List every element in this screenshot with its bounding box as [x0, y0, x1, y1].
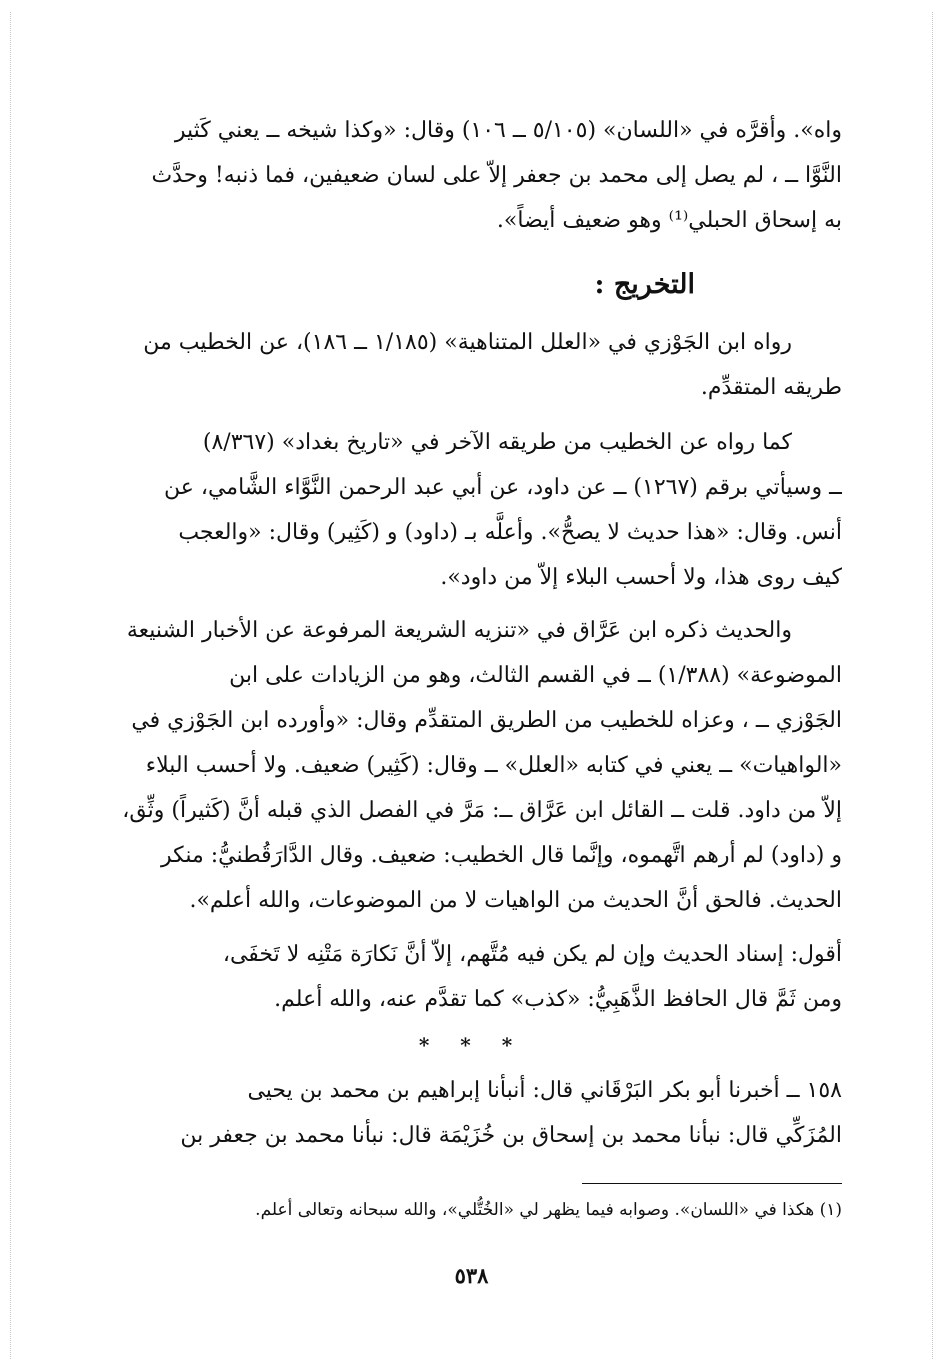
paragraph-quote-continuation	[92, 108, 842, 243]
page-number: ٥٣٨	[454, 1263, 489, 1288]
paragraph-takhrij-1	[92, 320, 842, 410]
footnote-rule	[582, 1183, 842, 1184]
paragraph-ibn-arraq	[92, 608, 842, 923]
text-line: النَّوَّا ــ ، لم يصل إلى محمد بن جعفر إلاّ على لسان ضعيفين، فما ذنبه! وحدَّث	[151, 163, 842, 188]
paragraph-author-comment	[92, 932, 842, 1022]
text-line: ــ وسيأتي برقم (١٢٦٧) ــ عن داود، عن أبي عبد الرحمن النَّوَّاء الشَّامي، عن	[163, 475, 842, 500]
text-line: أنس. وقال: «هذا حديث لا يصحُّ». وأعلَّه بـ (داود) و (كَثِير) وقال: «والعجب	[178, 520, 842, 545]
text-line: رواه ابن الجَوْزي في «العلل المتناهية» (١/١٨٥ ــ ١٨٦)، عن الخطيب من	[143, 330, 792, 355]
paragraph-hadith-158	[92, 1068, 842, 1158]
text-line: الموضوعة» (١/٣٨٨) ــ في القسم الثالث، وهو من الزيادات على ابن	[229, 663, 842, 688]
text-line: «الواهيات» ــ يعني في كتابه «العلل» ــ وقال: (كَثِير) ضعيف. ولا أحسب البلاء	[145, 753, 842, 778]
text-line: و (داود) لم أرهم اتَّهموه، وإنَّما قال الخطيب: ضعيف. وقال الدَّارَقُطنيُّ: منكر	[161, 843, 842, 868]
text-line: أقول: إسناد الحديث وإن لم يكن فيه مُتَّهم، إلاّ أنَّ نَكارَة مَتْنِه لا تَخفَى،	[222, 942, 842, 967]
section-heading: التخريج :	[594, 269, 695, 300]
text-line: طريقه المتقدِّم.	[700, 375, 842, 400]
text-line: واه». وأقرَّه في «اللسان» (٥/١٠٥ ــ ١٠٦) وقال: «وكذا شيخه ــ يعني كَثير	[174, 118, 842, 143]
text-line: إلاّ من داود. قلت ــ القائل ابن عَرَّاق ــ: مَرَّ في الفصل الذي قبله أنَّ (كَثيراً) وثِّق،	[122, 798, 842, 823]
text-line: الجَوْزي ــ ، وعزاه للخطيب من الطريق المتقدِّم وقال: «وأورده ابن الجَوْزي في	[131, 708, 842, 733]
text-line: ١٥٨ ــ أخبرنا أبو بكر البَرْقَاني قال: أنبأنا إبراهيم بن محمد بن يحيى	[247, 1078, 842, 1103]
paragraph-takhrij-2	[92, 420, 842, 600]
text-line: به إسحاق الحبلي⁽¹⁾ وهو ضعيف أيضاً».	[496, 208, 842, 233]
text-line: كما رواه عن الخطيب من طريقه الآخر في «تاريخ بغداد» (٨/٣٦٧)	[202, 430, 792, 455]
text-line: المُزَكِّي قال: نبأنا محمد بن إسحاق بن خُزَيْمَة قال: نبأنا محمد بن جعفر بن	[180, 1123, 842, 1148]
text-line: ومن ثَمَّ قال الحافظ الذَّهَبِيُّ: «كذب» كما تقدَّم عنه، والله أعلم.	[274, 987, 842, 1012]
footnote: (١) هكذا في «اللسان». وصوابه فيما يظهر لي «الخُتُّلي»، والله سبحانه وتعالى أعلم.	[255, 1200, 842, 1220]
text-line: الحديث. فالحق أنَّ الحديث من الواهيات لا من الموضوعات، والله أعلم».	[189, 888, 842, 913]
text-line: والحديث ذكره ابن عَرَّاق في «تنزيه الشريعة المرفوعة عن الأخبار الشنيعة	[126, 618, 792, 643]
text-line: كيف روى هذا، ولا أحسب البلاء إلاّ من داود».	[440, 565, 842, 590]
section-separator: * * *	[418, 1033, 525, 1057]
